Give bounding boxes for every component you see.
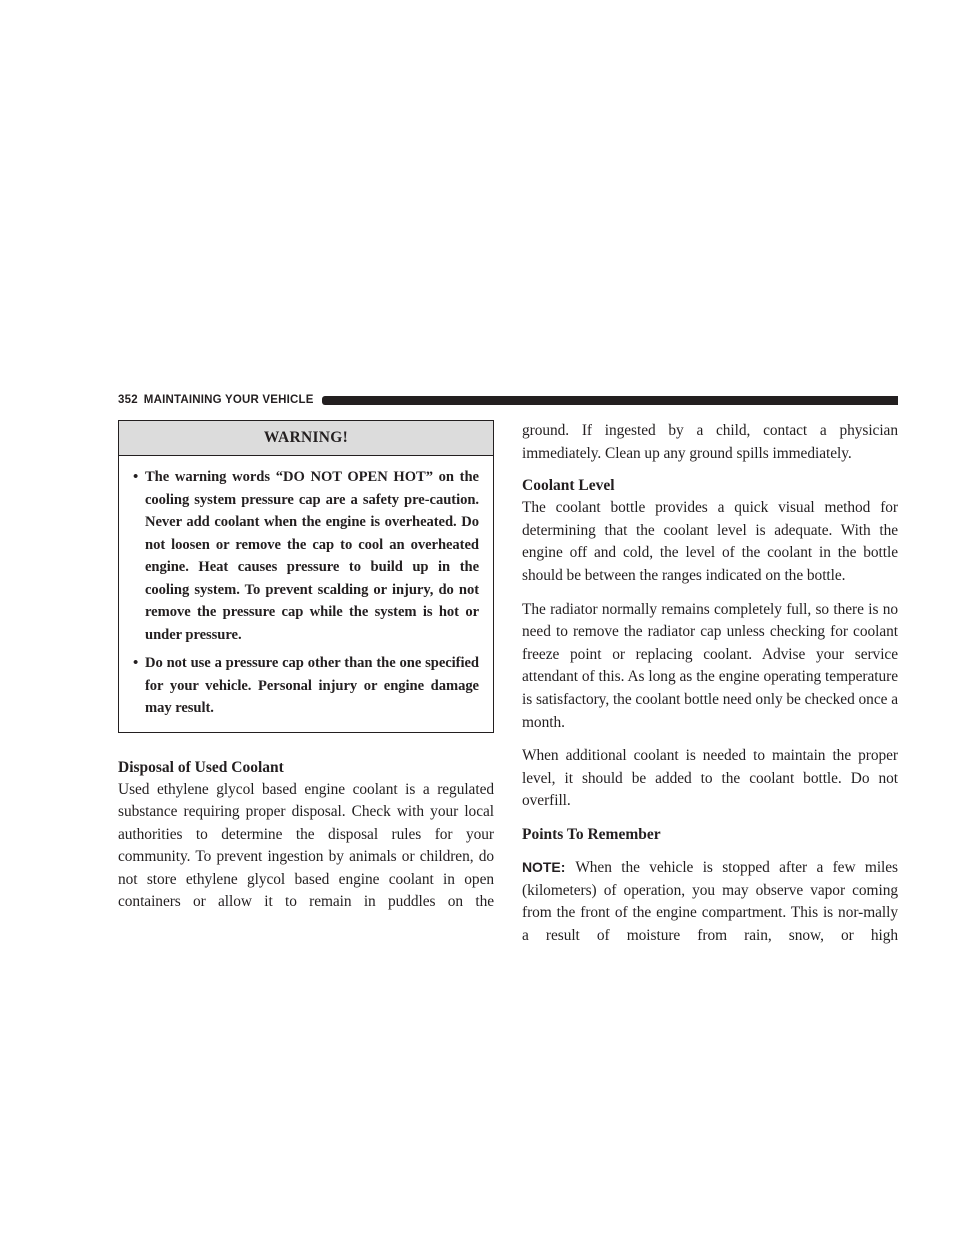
disposal-paragraph: Used ethylene glycol based engine coolant is a regulated substance requiring proper disposal. Check with your local authorities to determine the disposal rules for your community. To prevent ingestion by animals or children, do not store ethylene glycol based engine coolant in open containers or allow it to remain in puddles on the <box>118 780 494 911</box>
page-header <box>118 390 898 410</box>
warning-bullet <box>133 652 479 720</box>
note-paragraph <box>522 856 898 947</box>
right-column <box>522 420 898 958</box>
left-column <box>118 420 494 925</box>
points-heading: Points To Remember <box>522 825 661 843</box>
note-text: When the vehicle is stopped after a few miles (kilometers) of operation, you may observe vapor coming from the front of the engine compartment. This is nor-mally a result of moisture from rain, snow, or high <box>522 858 898 944</box>
warning-bullet <box>133 466 479 646</box>
bullet-icon: • <box>133 469 139 485</box>
coolant-level-heading: Coolant Level <box>522 477 615 495</box>
warning-box <box>118 420 494 733</box>
coolant-level-paragraph-1: The coolant bottle provides a quick visual method for determining that the coolant level is adequate. With the engine off and cold, the level of the coolant in the bottle should be between the ranges indicated on the bottle. <box>522 499 898 584</box>
warning-bullet-text: Do not use a pressure cap other than the one specified for your vehicle. Personal injury or engine damage may result. <box>145 655 479 716</box>
coolant-level-paragraph-3: When additional coolant is needed to maintain the proper level, it should be added to the coolant bottle. Do not overfill. <box>522 747 898 810</box>
warning-title: WARNING! <box>119 421 493 456</box>
bullet-icon: • <box>133 655 139 671</box>
warning-body <box>119 456 493 732</box>
disposal-heading: Disposal of Used Coolant <box>118 758 284 776</box>
coolant-level-paragraph-2: The radiator normally remains completely full, so there is no need to remove the radiator cap unless checking for coolant freeze point or replacing coolant. Advise your service attendant of this. As long as the engine operating temperature is satisfactory, the coolant bottle need only be checked once a month. <box>522 600 898 731</box>
continuation-paragraph: ground. If ingested by a child, contact a physician immediately. Clean up any ground spills immediately. <box>522 422 898 462</box>
header-rule <box>322 396 898 405</box>
section-title: MAINTAINING YOUR VEHICLE <box>143 394 314 406</box>
warning-bullet-text: The warning words “DO NOT OPEN HOT” on the cooling system pressure cap are a safety pre-caution. Never add coolant when the engine is overheated. Do not loosen or remove the cap to cool an overheated engine. Heat causes pressure to build up in the cooling system. To prevent scalding or injury, do not remove the pressure cap while the system is hot or under pressure. <box>145 469 479 643</box>
note-label: NOTE: <box>522 858 566 875</box>
page-number: 352 <box>118 394 138 406</box>
